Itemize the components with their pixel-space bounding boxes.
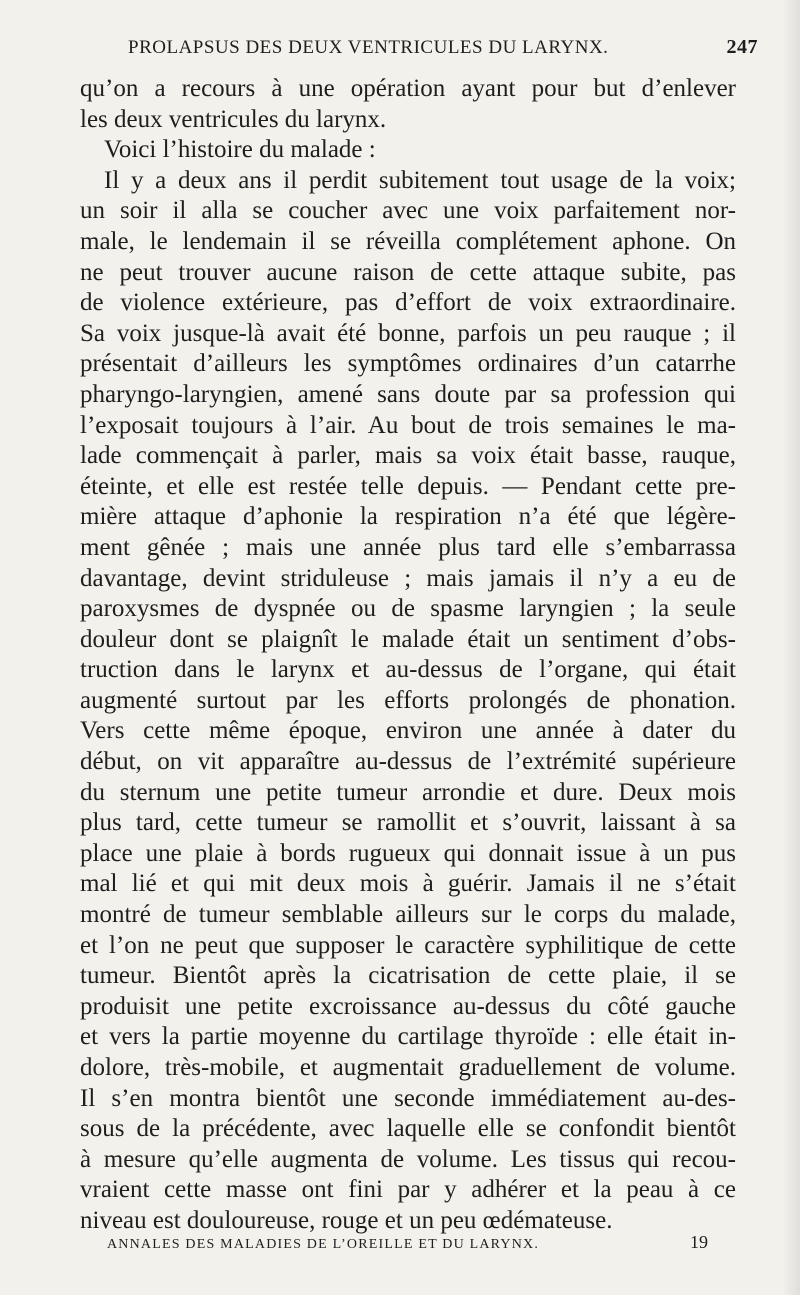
page-edge-shadow xyxy=(782,0,800,1295)
text-line: Il s’en montra bientôt une seconde immédiatement au-des- xyxy=(80,1084,736,1112)
text-line: davantage, devint striduleuse ; mais jamais il n’y a eu de xyxy=(80,564,736,592)
text-line: pharyngo-laryngien, amené sans doute par sa profession qui xyxy=(80,380,736,408)
text-line: paroxysmes de dyspnée ou de spasme laryngien ; la seule xyxy=(80,595,736,623)
text-line: de violence extérieure, pas d’effort de voix extraordinaire. xyxy=(80,289,736,317)
text-line: l’exposait toujours à l’air. Au bout de trois semaines le ma- xyxy=(80,411,736,439)
signature-mark: 19 xyxy=(690,1232,708,1252)
text-line: un soir il alla se coucher avec une voix parfaitement nor- xyxy=(80,197,736,225)
body-text xyxy=(80,74,736,1237)
text-line: plus tard, cette tumeur se ramollit et s’ouvrit, laissant à sa xyxy=(80,809,736,837)
text-line: mal lié et qui mit deux mois à guérir. Jamais il ne s’était xyxy=(80,870,736,898)
text-line: tumeur. Bientôt après la cicatrisation de cette plaie, il se xyxy=(80,962,736,990)
text-line: produisit une petite excroissance au-dessus du côté gauche xyxy=(80,992,736,1020)
text-line: Voici l’histoire du malade : xyxy=(104,136,376,164)
page-number: 247 xyxy=(726,36,758,58)
text-line: sous de la précédente, avec laquelle elle se confondit bientôt xyxy=(80,1115,736,1143)
text-line: et vers la partie moyenne du cartilage thyroïde : elle était in- xyxy=(80,1023,736,1051)
text-line: et l’on ne peut que supposer le caractère syphilitique de cette xyxy=(80,931,736,959)
text-line: du sternum une petite tumeur arrondie et dure. Deux mois xyxy=(80,778,736,806)
text-line: dolore, très-mobile, et augmentait graduellement de volume. xyxy=(80,1054,736,1081)
text-line: les deux ventricules du larynx. xyxy=(80,105,387,133)
text-line: male, le lendemain il se réveilla complétement aphone. On xyxy=(80,227,736,255)
text-line: ne peut trouver aucune raison de cette attaque subite, pas xyxy=(80,258,736,286)
text-line: lade commençait à parler, mais sa voix était basse, rauque, xyxy=(80,442,736,470)
text-line: douleur dont se plaignît le malade était un sentiment d’obs- xyxy=(80,625,736,653)
journal-title: ANNALES DES MALADIES DE L’OREILLE ET DU LARYNX. xyxy=(107,1237,540,1252)
text-line: Vers cette même époque, environ une année à dater du xyxy=(80,717,736,745)
text-line: ment gênée ; mais une année plus tard elle s’embarrassa xyxy=(80,533,736,561)
text-line: éteinte, et elle est restée telle depuis. — Pendant cette pre- xyxy=(80,472,736,500)
running-header xyxy=(128,36,758,59)
text-line: à mesure qu’elle augmenta de volume. Les tissus qui recou- xyxy=(80,1145,736,1173)
text-line: Sa voix jusque-là avait été bonne, parfois un peu rauque ; il xyxy=(80,319,736,347)
text-line: place une plaie à bords rugueux qui donnait issue à un pus xyxy=(80,839,736,867)
running-title: PROLAPSUS DES DEUX VENTRICULES DU LARYNX. xyxy=(128,37,609,58)
text-line: présentait d’ailleurs les symptômes ordinaires d’un catarrhe xyxy=(80,350,736,378)
page-footer xyxy=(107,1232,708,1253)
text-line: qu’on a recours à une opération ayant pour but d’enlever xyxy=(80,75,736,102)
text-line: augmenté surtout par les efforts prolongés de phonation. xyxy=(80,686,736,714)
text-line: montré de tumeur semblable ailleurs sur le corps du malade, xyxy=(80,901,736,929)
text-line: Il y a deux ans il perdit subitement tout usage de la voix; xyxy=(104,166,736,194)
text-line: niveau est douloureuse, rouge et un peu œdémateuse. xyxy=(80,1206,613,1234)
text-line: truction dans le larynx et au-dessus de l’organe, qui était xyxy=(80,656,736,684)
text-line: vraient cette masse ont fini par y adhérer et la peau à ce xyxy=(80,1176,736,1204)
text-line: mière attaque d’aphonie la respiration n’a été que légère- xyxy=(80,503,736,531)
text-line: début, on vit apparaître au-dessus de l’extrémité supérieure xyxy=(80,748,736,776)
